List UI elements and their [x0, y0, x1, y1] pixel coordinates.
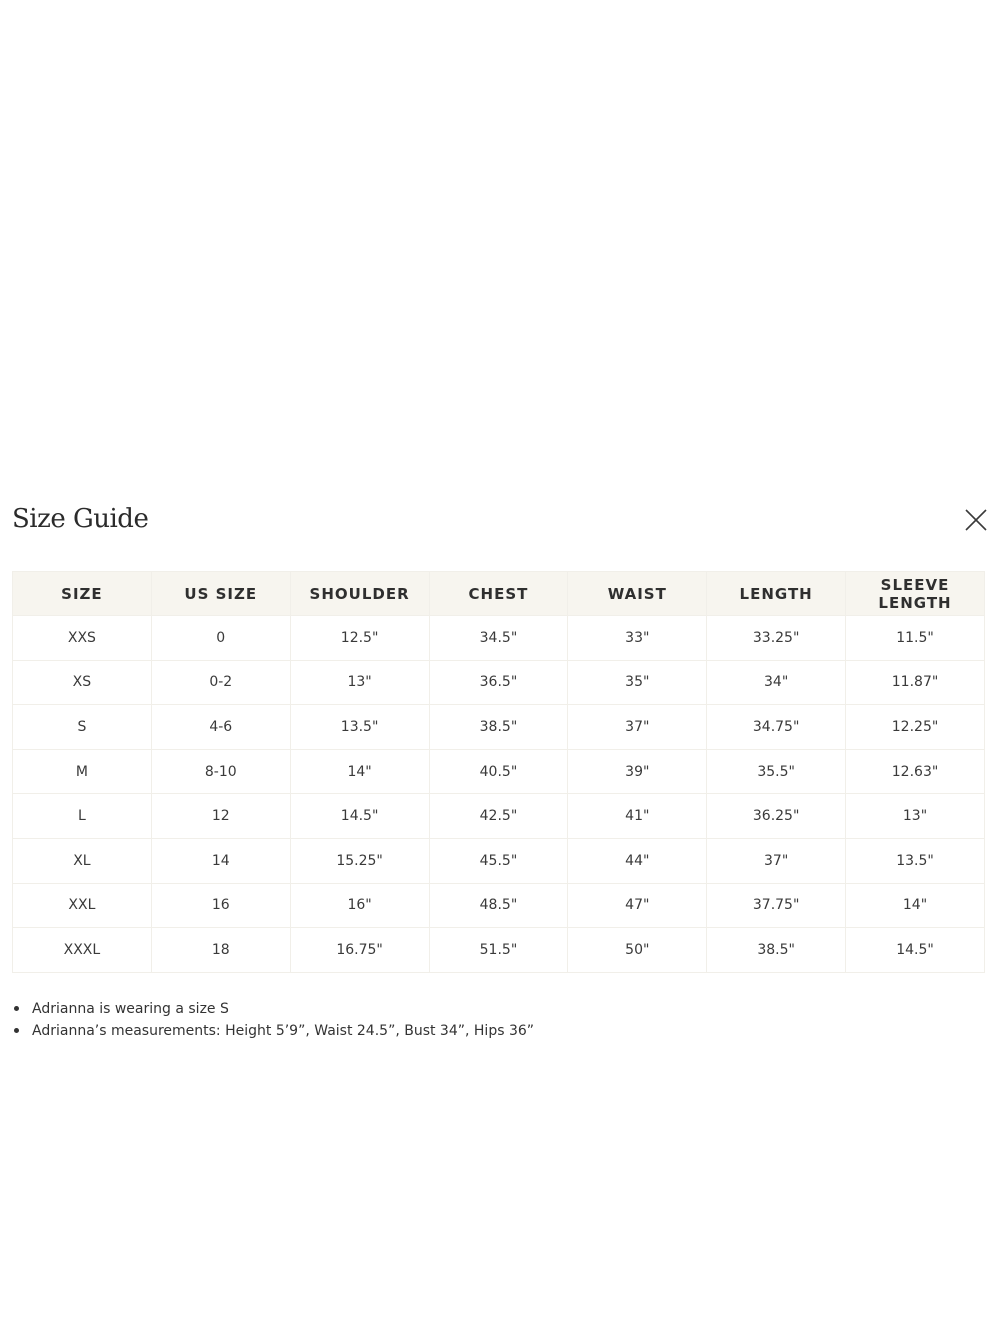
note-item	[12, 998, 534, 1020]
cell-shoulder: 16"	[290, 883, 429, 928]
cell-size: XXS	[13, 616, 152, 661]
cell-size: M	[13, 749, 152, 794]
cell-waist: 50"	[568, 928, 707, 973]
cell-us-size: 0-2	[151, 660, 290, 705]
cell-sleeve-length: 14.5"	[846, 928, 985, 973]
note-text: Adrianna is wearing a size S	[32, 1001, 229, 1017]
cell-chest: 36.5"	[429, 660, 568, 705]
cell-chest: 51.5"	[429, 928, 568, 973]
cell-waist: 44"	[568, 838, 707, 883]
cell-size: S	[13, 705, 152, 750]
cell-sleeve-length: 13"	[846, 794, 985, 839]
close-icon	[962, 506, 990, 534]
cell-us-size: 12	[151, 794, 290, 839]
cell-shoulder: 16.75"	[290, 928, 429, 973]
cell-us-size: 4-6	[151, 705, 290, 750]
cell-shoulder: 14"	[290, 749, 429, 794]
close-button[interactable]	[962, 506, 990, 534]
cell-us-size: 8-10	[151, 749, 290, 794]
bullet-icon	[14, 1028, 19, 1033]
cell-us-size: 14	[151, 838, 290, 883]
table-row	[13, 616, 985, 661]
header-waist: WAIST	[568, 572, 707, 616]
cell-chest: 40.5"	[429, 749, 568, 794]
cell-sleeve-length: 12.63"	[846, 749, 985, 794]
note-item	[12, 1020, 534, 1042]
modal-title: Size Guide	[12, 504, 149, 534]
cell-length: 35.5"	[707, 749, 846, 794]
table-row	[13, 705, 985, 750]
header-sleeve-length: SLEEVE LENGTH	[846, 572, 985, 616]
header-chest: CHEST	[429, 572, 568, 616]
header-size: SIZE	[13, 572, 152, 616]
table-row	[13, 794, 985, 839]
cell-waist: 47"	[568, 883, 707, 928]
header-shoulder: SHOULDER	[290, 572, 429, 616]
cell-size: L	[13, 794, 152, 839]
bullet-icon	[14, 1006, 19, 1011]
cell-length: 37.75"	[707, 883, 846, 928]
model-notes	[12, 998, 534, 1042]
table-row	[13, 838, 985, 883]
size-table-container	[12, 571, 985, 973]
cell-chest: 34.5"	[429, 616, 568, 661]
table-body	[13, 616, 985, 973]
cell-sleeve-length: 11.5"	[846, 616, 985, 661]
cell-size: XXXL	[13, 928, 152, 973]
cell-shoulder: 14.5"	[290, 794, 429, 839]
cell-size: XXL	[13, 883, 152, 928]
cell-length: 37"	[707, 838, 846, 883]
cell-waist: 41"	[568, 794, 707, 839]
table-header-row	[13, 572, 985, 616]
cell-waist: 39"	[568, 749, 707, 794]
table-row	[13, 928, 985, 973]
cell-us-size: 16	[151, 883, 290, 928]
cell-length: 33.25"	[707, 616, 846, 661]
note-text: Adrianna’s measurements: Height 5’9”, Waist 24.5”, Bust 34”, Hips 36”	[32, 1023, 535, 1039]
cell-shoulder: 15.25"	[290, 838, 429, 883]
cell-shoulder: 13.5"	[290, 705, 429, 750]
cell-sleeve-length: 12.25"	[846, 705, 985, 750]
cell-size: XL	[13, 838, 152, 883]
table-row	[13, 660, 985, 705]
cell-length: 36.25"	[707, 794, 846, 839]
table-row	[13, 749, 985, 794]
table-row	[13, 883, 985, 928]
cell-chest: 48.5"	[429, 883, 568, 928]
cell-chest: 45.5"	[429, 838, 568, 883]
size-table	[12, 571, 985, 973]
header-us-size: US SIZE	[151, 572, 290, 616]
cell-length: 34"	[707, 660, 846, 705]
cell-us-size: 0	[151, 616, 290, 661]
cell-length: 38.5"	[707, 928, 846, 973]
cell-length: 34.75"	[707, 705, 846, 750]
cell-us-size: 18	[151, 928, 290, 973]
cell-chest: 42.5"	[429, 794, 568, 839]
cell-sleeve-length: 13.5"	[846, 838, 985, 883]
cell-waist: 33"	[568, 616, 707, 661]
cell-shoulder: 13"	[290, 660, 429, 705]
cell-shoulder: 12.5"	[290, 616, 429, 661]
cell-sleeve-length: 14"	[846, 883, 985, 928]
cell-waist: 37"	[568, 705, 707, 750]
cell-sleeve-length: 11.87"	[846, 660, 985, 705]
header-length: LENGTH	[707, 572, 846, 616]
cell-chest: 38.5"	[429, 705, 568, 750]
cell-waist: 35"	[568, 660, 707, 705]
cell-size: XS	[13, 660, 152, 705]
